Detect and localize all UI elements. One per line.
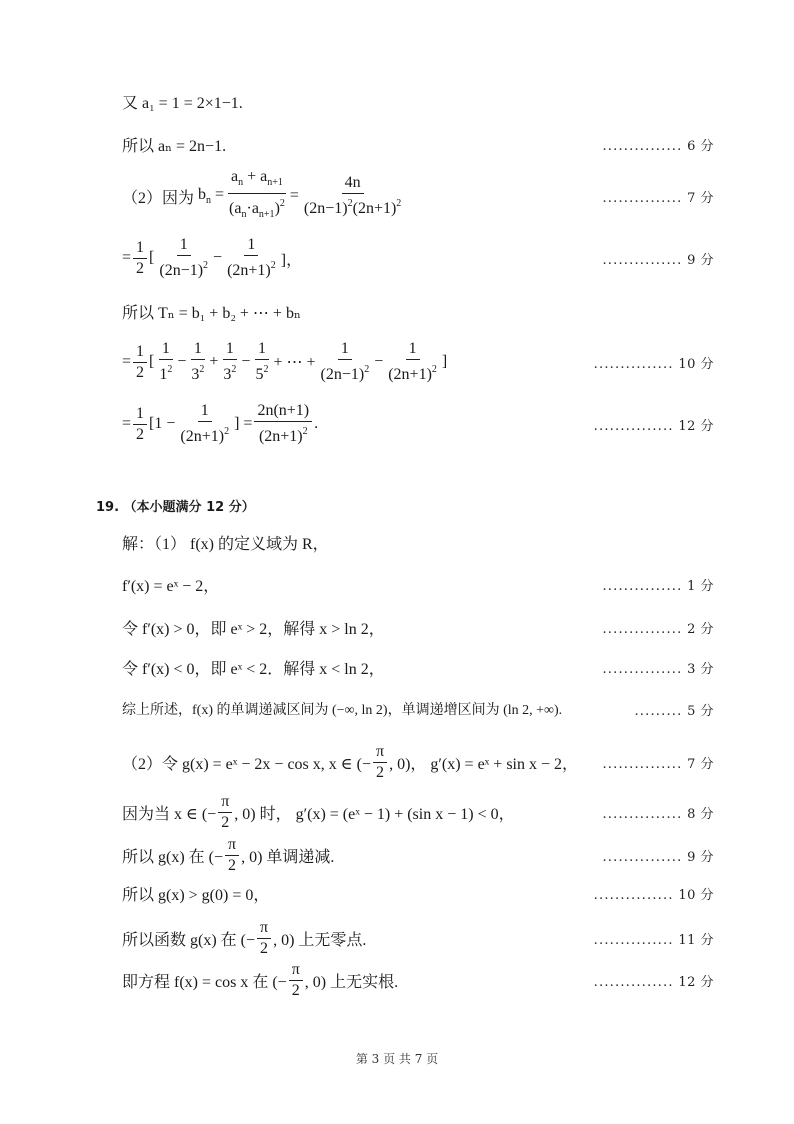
tn-expand-line — [122, 340, 714, 383]
score-mark: ......... 5 分 — [634, 703, 714, 719]
q19-line-9: 所以 g(x) > g(0) = 0， ............... 10 分 — [122, 880, 714, 906]
q19-line-6: （2）令 g(x) = eˣ − 2x − cos x, x ∈ (− $\frac{\pi}{2}$ , 0)， g′(x) = eˣ + sin x − 2， ............... 7 分 — [122, 742, 714, 781]
tn-expand-equation: = $\frac{1}{2}$ [ $\frac{1}{1^2}$ − $\frac{1}{3^2}$ + $\frac{1}{3^2}$ − $\frac{1}{5^2}$ + ⋯ + $\frac{1}{(2n-1)^2}$ − $\frac{1}{(2n+1)^2}$ ] — [122, 340, 448, 383]
q19-heading: 19. （本小题满分 12 分） — [96, 499, 255, 515]
score-mark: ............... 9 分 — [602, 849, 714, 865]
bn-split-line — [122, 236, 714, 279]
bn-fraction: $\frac{a_n + a_{n+1}}{(a_n\cdot a_{n+1})^2}$ — [229, 168, 285, 220]
score-mark: ............... 3 分 — [602, 661, 714, 677]
q19-heading-line — [96, 492, 714, 518]
score-mark: ............... 9 分 — [602, 252, 714, 268]
an-line — [122, 131, 714, 157]
q19-line-8: 所以 g(x) 在 (− $\frac{\pi}{2}$ , 0) 单调递减. ............... 9 分 — [122, 835, 714, 874]
an-equation: 所以 aₙ = 2n−1. — [122, 137, 227, 155]
score-mark: ............... 7 分 — [602, 190, 714, 206]
bn-split-equation: = $\frac{1}{2}$ [ $\frac{1}{(2n-1)^2}$ − $\frac{1}{(2n+1)^2}$ ]， — [122, 236, 303, 279]
score-mark: ............... 7 分 — [602, 756, 714, 772]
q19-line-4: 令 f′(x) < 0，即 eˣ < 2．解得 x < ln 2， ............... 3 分 — [122, 654, 714, 680]
score-mark: ............... 10 分 — [593, 356, 714, 372]
q19-line-7: 因为当 x ∈ (− $\frac{\pi}{2}$ , 0) 时， g′(x) = (eˣ − 1) + (sin x − 1) < 0， ............... 8 分 — [122, 792, 714, 831]
q19-line-3: 令 f′(x) > 0，即 eˣ > 2，解得 x > ln 2， ............... 2 分 — [122, 614, 714, 640]
q19-line-10: 所以函数 g(x) 在 (− $\frac{\pi}{2}$ , 0) 上无零点. ............... 11 分 — [122, 918, 714, 957]
bn-equation: （2）因为 $b_n$ = $\frac{a_n + a_{n+1}}{(a_n\cdot a_{n+1})^2}$ = $\frac{4n}{(2n-1)^2(2n+1)^2}$ — [122, 168, 602, 224]
score-mark: ............... 2 分 — [602, 621, 714, 637]
a1-line — [122, 88, 714, 114]
bn-line — [122, 168, 714, 220]
score-mark: ............... 12 分 — [593, 974, 714, 990]
bn-fraction-simplified: $\frac{4n}{(2n-1)^2(2n+1)^2}$ — [303, 174, 402, 217]
q19-line-11: 即方程 f(x) = cos x 在 (− $\frac{\pi}{2}$ , 0) 上无实根. ............... 12 分 — [122, 960, 714, 999]
score-mark: ............... 10 分 — [593, 887, 714, 903]
score-mark: ............... 1 分 — [602, 578, 714, 594]
score-mark: ............... 11 分 — [593, 932, 714, 948]
a1-equation: 又 a₁ = 1 = 2×1−1. — [122, 94, 243, 112]
tn-line — [122, 298, 714, 324]
tn-definition: 所以 Tₙ = b₁ + b₂ + ⋯ + bₙ — [122, 304, 301, 322]
page-footer: 第 3 页 共 7 页 — [355, 1052, 439, 1066]
score-mark: ............... 12 分 — [593, 418, 714, 434]
tn-result-line — [122, 402, 714, 445]
q19-line-5: 综上所述，f(x) 的单调递减区间为 (−∞, ln 2)，单调递增区间为 (ln 2, +∞). ......... 5 分 — [122, 696, 714, 722]
q19-line-1: 解：（1） f(x) 的定义域为 R， — [122, 535, 329, 553]
tn-result-equation: = $\frac{1}{2}$ [1 − $\frac{1}{(2n+1)^2}$ ] = $\frac{2n(n+1)}{(2n+1)^2}$ . — [122, 402, 319, 445]
score-mark: ............... 6 分 — [602, 138, 714, 154]
q19-line-2: f′(x) = eˣ − 2， ............... 1 分 — [122, 571, 714, 597]
score-mark: ............... 8 分 — [602, 806, 714, 822]
